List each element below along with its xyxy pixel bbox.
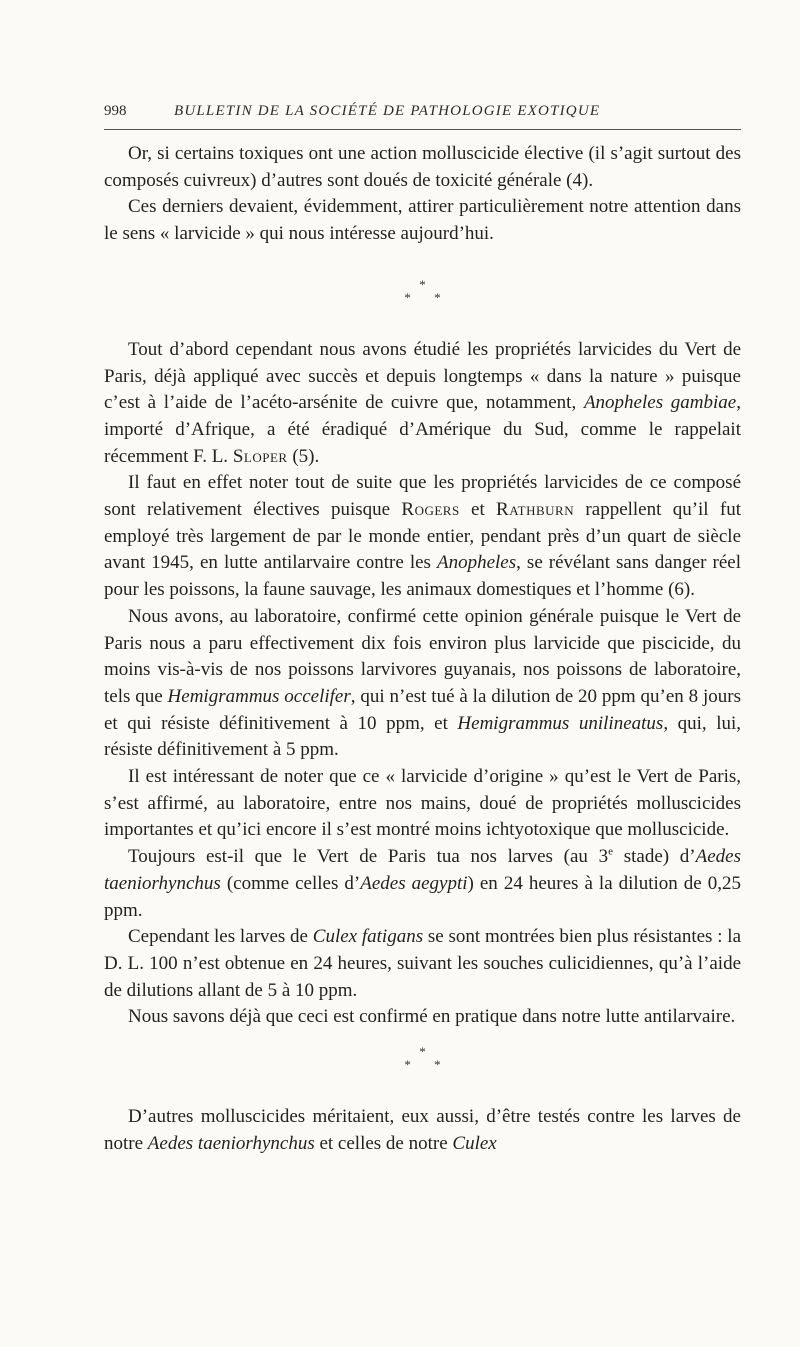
asterism-top: *: [419, 276, 426, 292]
text-run: se sont montrées bien plus résistantes : la D. L. 100 n’est obtenue en 24 heures, suivant les souches culicidiennes, qu’à l’aide de dilutions allant de 5 à 10 ppm.: [104, 926, 741, 1001]
text-run: stade) d’: [613, 846, 696, 868]
author-name: Rogers: [401, 499, 460, 521]
text-run: (comme celles d’: [220, 872, 361, 894]
paragraph-8: [104, 924, 741, 1004]
text-run: Cependant les larves de: [128, 926, 313, 948]
text-run: Il faut en effet noter tout de suite que les propriétés larvicides de ce composé sont relativement électives puisque: [104, 472, 741, 521]
text-run: D’autres molluscicides méritaient, eux aussi, d’être testés contre les larves de notre: [104, 1106, 741, 1154]
species-name: Aedes taeniorhynchus: [147, 1132, 315, 1154]
text-run: Toujours est-il que le Vert de Paris tua nos larves (au 3: [128, 846, 609, 868]
paragraph-1: Or, si certains toxiques ont une action molluscicide élective (il s’agit surtout des composés cuivreux) d’autres sont doués de toxicité générale (4).: [104, 143, 741, 191]
paragraph-3: [104, 337, 741, 471]
paragraph-5: [104, 604, 741, 764]
text-run: (5).: [287, 445, 320, 467]
author-name: Sloper: [232, 445, 288, 467]
text-run: , qui n’est tué à la dilution de 20 ppm qu’en 8 jours et qui résiste définitivement à 10 ppm, et: [104, 685, 741, 734]
species-name: Aedes taeniorhynchus: [104, 846, 741, 894]
paragraph-7: [104, 844, 741, 924]
page-number: 998: [104, 103, 127, 119]
text-run: ) en 24 heures à la dilution de 0,25 ppm.: [104, 872, 741, 921]
paragraph-4: [104, 470, 741, 604]
text-run: , se révélant sans danger réel pour les poissons, la faune sauvage, les animaux domestiques et l’homme (6).: [104, 552, 741, 601]
author-name: Rathburn: [496, 499, 575, 521]
text-run: rappellent qu’il fut employé très largement de par le monde entier, pendant près d’un quart de siècle avant 1945, en lutte antilarvaire contre les: [104, 499, 741, 574]
species-name: Aedes aegypti: [360, 872, 468, 894]
species-name: Hemigrammus unilineatus: [457, 712, 664, 734]
asterism-bottom: * *: [404, 289, 451, 305]
paragraph-9: Nous savons déjà que ceci est confirmé en pratique dans notre lutte antilarvaire.: [128, 1006, 736, 1028]
paragraph-6: Il est intéressant de noter que ce « larvicide d’origine » qu’est le Vert de Paris, s’est affirmé, au laboratoire, entre nos mains, doué de propriétés molluscicides importantes et qu’ici encore il s’est montré moins ichtyotoxique que molluscicide.: [104, 766, 741, 841]
text-run: Tout d’abord cependant nous avons étudié les propriétés larvicides du Vert de Paris, déjà appliqué avec succès et depuis longtemps « dans la nature » puisque c’est à l’aide de l’acéto-arsénite de cuivre que, notamment,: [104, 338, 741, 414]
species-name: Anopheles gambiae: [583, 392, 737, 414]
paragraph-10: [104, 1104, 741, 1157]
text-run: , importé d’Afrique, a été éradiqué d’Amérique du Sud, comme le rappelait récemment F. L.: [104, 392, 741, 467]
header-rule: [104, 129, 741, 130]
paragraph-2: Ces derniers devaient, évidemment, attirer particulièrement notre attention dans le sens « larvicide » qui nous intéresse aujourd’hui.: [104, 196, 741, 245]
species-name: Anopheles: [436, 552, 517, 574]
running-title: BULLETIN DE LA SOCIÉTÉ DE PATHOLOGIE EXOTIQUE: [174, 103, 601, 119]
species-name: Culex fatigans: [312, 926, 424, 948]
asterism-bottom: * *: [404, 1057, 451, 1073]
text-run: Nous avons, au laboratoire, confirmé cette opinion générale puisque le Vert de Paris nous a paru effectivement dix fois environ plus larvicide que piscicide, du moins vis-à-vis de nos poissons larvivores guyanais, nos poissons de laboratoire, tels que: [104, 605, 741, 707]
superscript: e: [608, 845, 614, 858]
text-run: et: [459, 499, 497, 521]
species-name: Culex: [452, 1132, 497, 1154]
article-body: [104, 141, 741, 1158]
asterism-top: *: [419, 1044, 426, 1060]
section-asterism-2: [104, 1045, 741, 1071]
text-run: et celles de notre: [314, 1132, 453, 1154]
species-name: Hemigrammus occelifer: [167, 685, 351, 707]
section-asterism-1: [104, 278, 741, 304]
text-run: , qui, lui, résiste définitivement à 5 ppm.: [104, 712, 742, 761]
running-header: [104, 103, 741, 120]
